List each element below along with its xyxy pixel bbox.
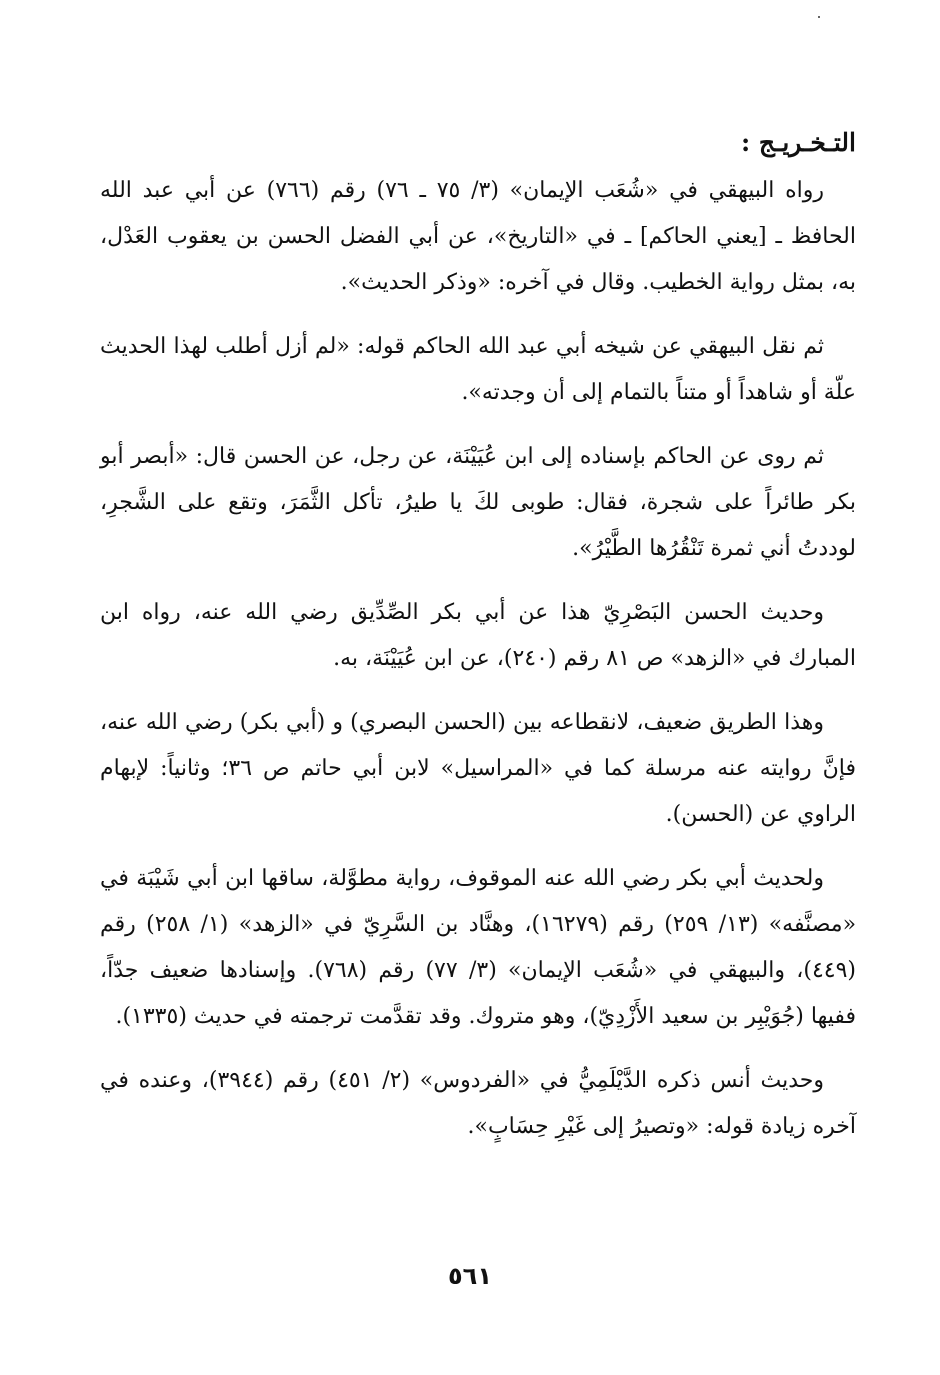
paragraph-7: وحديث أنس ذكره الدَّيْلَمِيُّ في «الفردوس» (٢/ ٤٥١) رقم (٣٩٤٤)، وعنده في آخره زيادة قوله: «وتصيرُ إلى غَيْرِ حِسَابٍ». [100, 1068, 856, 1139]
paragraph-3: ثم روى عن الحاكم بإسناده إلى ابن عُيَيْنَة، عن رجل، عن الحسن قال: «أبصر أبو بكر طائراً على شجرة، فقال: طوبى لكَ يا طيرُ، تأكل الثَّمَرَ، وتقع على الشَّجرِ، لوددتُ أني ثمرة تَنْقُرُها الطَّيْرُ». [100, 444, 856, 561]
section-heading: التـخـريـج : [740, 128, 856, 157]
paragraph-5: وهذا الطريق ضعيف، لانقطاعه بين (الحسن البصري) و (أبي بكر) رضي الله عنه، فإنَّ روايته عنه مرسلة كما في «المراسيل» لابن أبي حاتم ص ٣٦؛ وثانياً: لإبهام الراوي عن (الحسن). [100, 710, 856, 827]
paragraph-4: وحديث الحسن البَصْرِيّ هذا عن أبي بكر الصِّدِّيق رضي الله عنه، رواه ابن المبارك في «الزهد» ص ٨١ رقم (٢٤٠)، عن ابن عُيَيْنَة، به. [100, 600, 856, 671]
paragraph-6: ولحديث أبي بكر رضي الله عنه الموقوف، رواية مطوَّلة، ساقها ابن أبي شَيْبَة في «مصنَّفه» (١٣/ ٢٥٩) رقم (١٦٢٧٩)، وهنَّاد بن السَّرِيّ في «الزهد» (١/ ٢٥٨) رقم (٤٤٩)، والبيهقي في «شُعَب الإيمان» (٣/ ٧٧) رقم (٧٦٨). وإسنادها ضعيف جدّاً، ففيها (جُوَيْبِر بن سعيد الأَزْدِيّ)، وهو متروك. وقد تقدَّمت ترجمته في حديث (١٣٣٥). [100, 866, 857, 1029]
paragraph-1: رواه البيهقي في «شُعَب الإيمان» (٣/ ٧٥ ـ ٧٦) رقم (٧٦٦) عن أبي عبد الله الحافظ ـ [يعني الحاكم] ـ في «التاريخ»، عن أبي الفضل الحسن بن يعقوب العَدْل، به، بمثل رواية الخطيب. وقال في آخره: «وذكر الحديث». [100, 178, 856, 295]
paragraph-2: ثم نقل البيهقي عن شيخه أبي عبد الله الحاكم قوله: «لم أزل أطلب لهذا الحديث علّة أو شاهداً أو متناً بالتمام إلى أن وجدته». [100, 334, 856, 405]
page-speck [818, 16, 820, 18]
page-number: ٥٦١ [448, 1262, 492, 1290]
page-body [100, 120, 856, 1168]
